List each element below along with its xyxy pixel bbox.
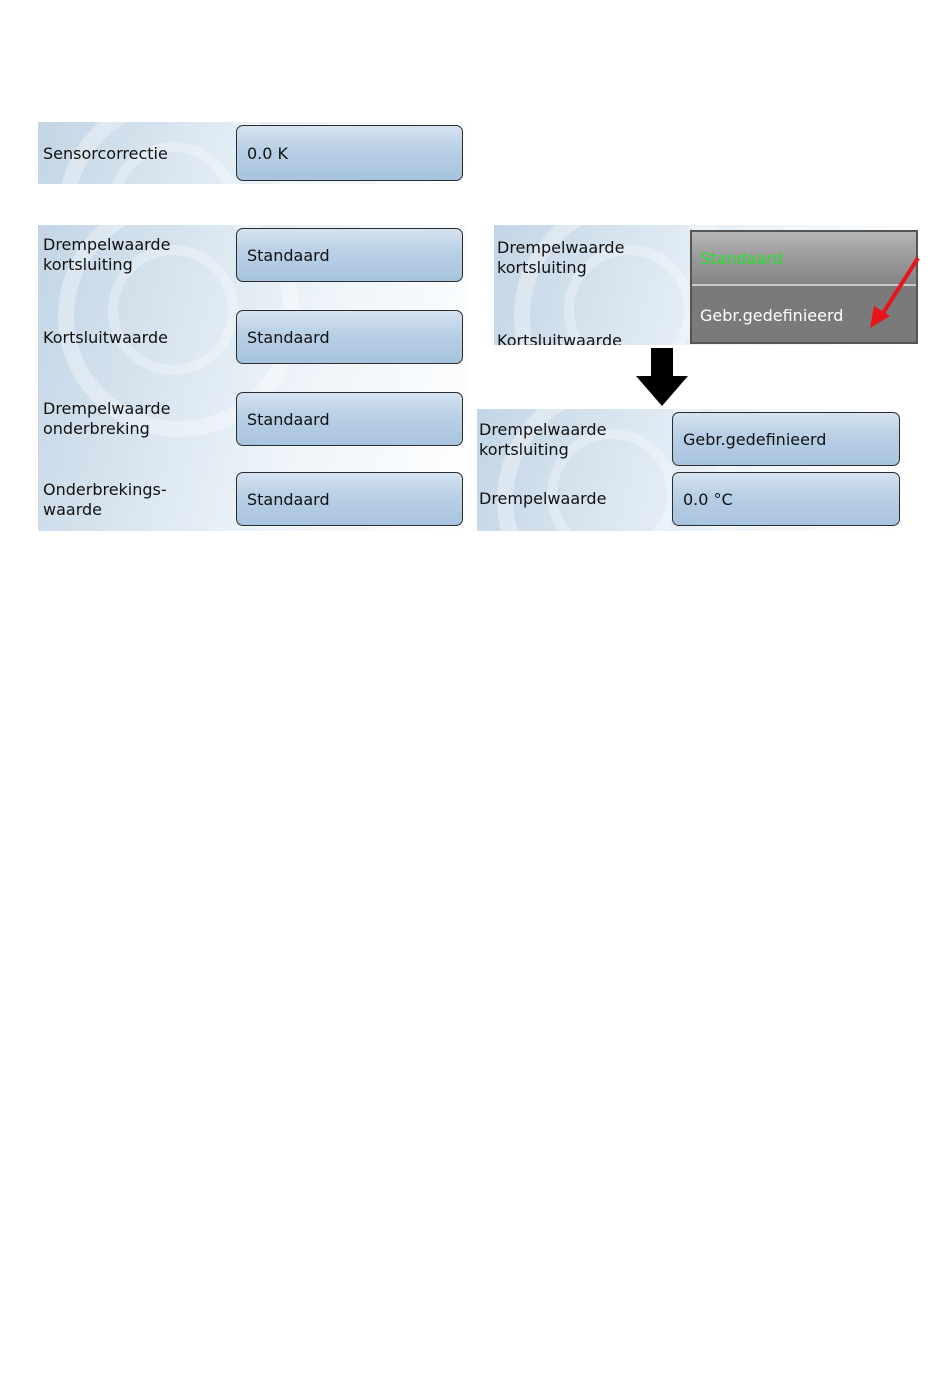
option-standard[interactable]: Standaard <box>692 232 916 286</box>
short-circuit-threshold-label: Drempelwaarde kortsluiting <box>43 235 171 274</box>
short-circuit-threshold-field[interactable]: Standaard <box>236 228 463 282</box>
interruption-value-label: Onderbrekings- waarde <box>43 480 167 519</box>
interruption-threshold-field[interactable]: Standaard <box>236 392 463 446</box>
short-circuit-value-label: Kortsluitwaarde <box>43 328 168 347</box>
result-threshold-label: Drempelwaarde <box>479 489 607 508</box>
interruption-threshold-label: Drempelwaarde onderbreking <box>43 399 171 438</box>
dropdown-panel <box>494 225 919 345</box>
dropdown-short-circuit-threshold-label: Drempelwaarde kortsluiting <box>497 238 625 277</box>
option-user-defined[interactable]: Gebr.gedefinieerd <box>692 288 916 342</box>
threshold-settings-panel <box>38 225 467 531</box>
result-panel <box>477 409 903 531</box>
result-threshold-field[interactable]: 0.0 °C <box>672 472 900 526</box>
arrow-down-icon <box>636 348 688 406</box>
result-short-circuit-threshold-label: Drempelwaarde kortsluiting <box>479 420 607 459</box>
result-short-circuit-threshold-field[interactable]: Gebr.gedefinieerd <box>672 412 900 466</box>
dropdown-short-circuit-value-label: Kortsluitwaarde <box>497 331 622 345</box>
interruption-value-field[interactable]: Standaard <box>236 472 463 526</box>
red-pointer-arrow-icon <box>860 250 930 334</box>
short-circuit-value-field[interactable]: Standaard <box>236 310 463 364</box>
sensor-correction-label: Sensorcorrectie <box>43 144 168 163</box>
sensor-correction-field[interactable]: 0.0 K <box>236 125 463 181</box>
sensor-correction-panel <box>38 122 466 184</box>
